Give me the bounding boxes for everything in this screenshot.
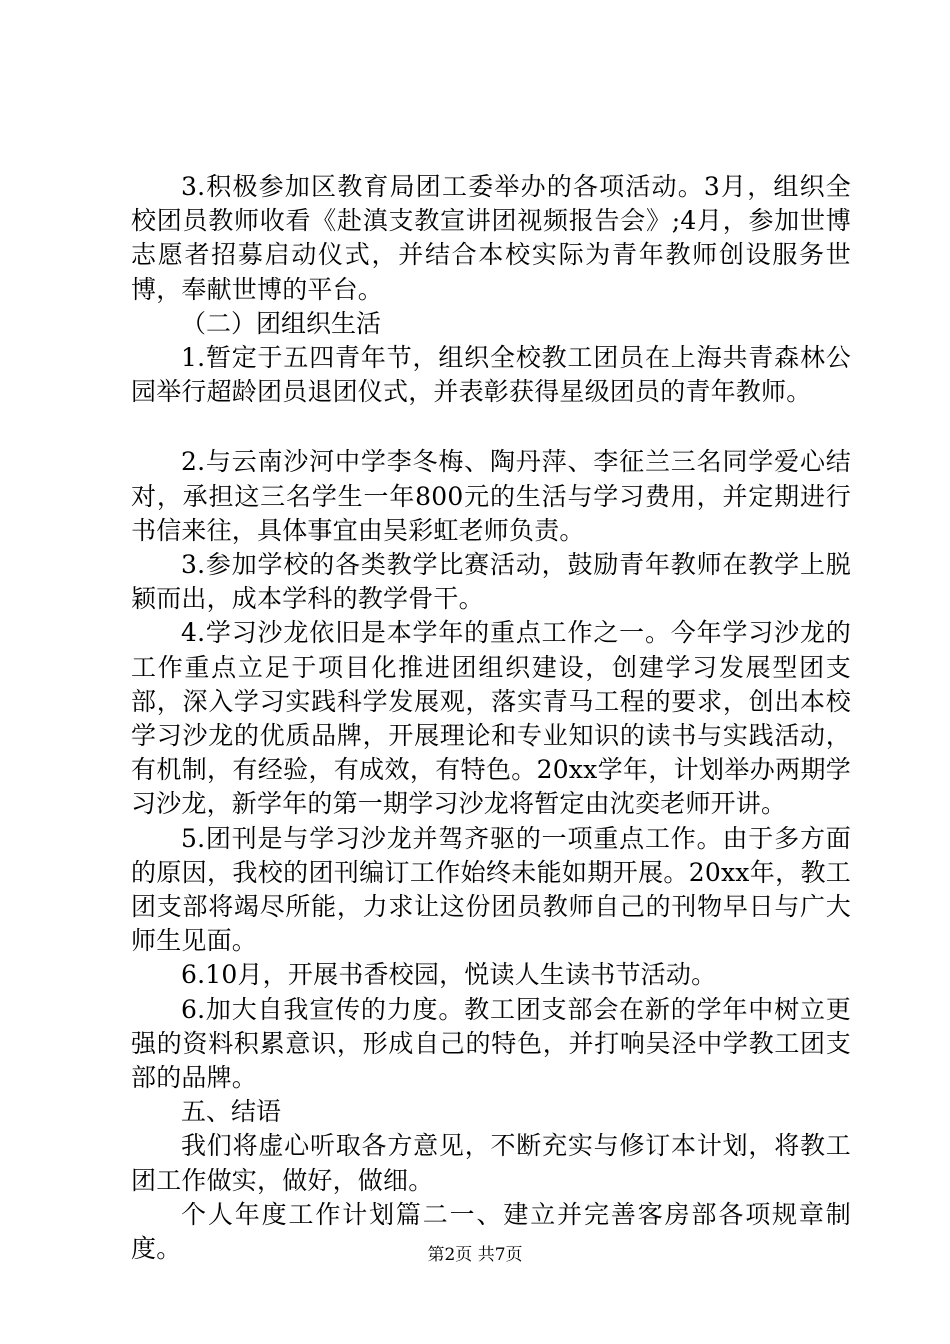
section-heading-league-life: （二）团组织生活 [181, 308, 382, 338]
paragraph-item-4: 4.学习沙龙依旧是本学年的重点工作之一。今年学习沙龙的工作重点立足于项目化推进团组织建设，创建学习发展型团支部，深入学习实践科学发展观，落实青马工程的要求，创出本校学习沙龙的优质品牌，开展理论和专业知识的读书与实践活动，有机制，有经验，有成效，有特色。20xx学年，计划举办两期学习沙龙，新学年的第一期学习沙龙将暂定由沈奕老师开讲。 [131, 618, 851, 819]
page-number-footer: 第2页 共7页 [427, 1245, 523, 1265]
section-heading-conclusion: 五、结语 [181, 1097, 282, 1127]
paragraph-item-1: 1.暂定于五四青年节，组织全校教工团员在上海共青森林公园举行超龄团员退团仪式，并表彰获得星级团员的青年教师。 [131, 343, 851, 407]
paragraph-item-6a: 6.10月，开展书香校园，悦读人生读书节活动。 [181, 960, 717, 990]
paragraph-item-6b: 6.加大自我宣传的力度。教工团支部会在新的学年中树立更强的资料积累意识，形成自己的特色，并打响吴泾中学教工团支部的品牌。 [131, 994, 851, 1093]
document-body [131, 170, 851, 1266]
paragraph-item-3: 3.参加学校的各类教学比赛活动，鼓励青年教师在教学上脱颖而出，成本学科的教学骨干。 [131, 550, 851, 614]
paragraph-item-2: 2.与云南沙河中学李冬梅、陶丹萍、李征兰三名同学爱心结对，承担这三名学生一年800元的生活与学习费用，并定期进行书信来往，具体事宜由吴彩虹老师负责。 [131, 447, 851, 545]
paragraph-conclusion: 我们将虚心听取各方意见，不断充实与修订本计划，将教工团工作做实，做好，做细。 [131, 1131, 851, 1195]
paragraph-activities: 3.积极参加区教育局团工委举办的各项活动。3月，组织全校团员教师收看《赴滇支教宣讲团视频报告会》;4月，参加世博志愿者招募启动仪式，并结合本校实际为青年教师创设服务世博，奉献世博的平台。 [131, 172, 851, 304]
paragraph-next-section: 个人年度工作计划篇二一、建立并完善客房部各项规章制度。 [131, 1199, 851, 1264]
paragraph-item-5: 5.团刊是与学习沙龙并驾齐驱的一项重点工作。由于多方面的原因，我校的团刊编订工作始终未能如期开展。20xx年，教工团支部将竭尽所能，力求让这份团员教师自己的刊物早日与广大师生见面。 [131, 823, 851, 956]
